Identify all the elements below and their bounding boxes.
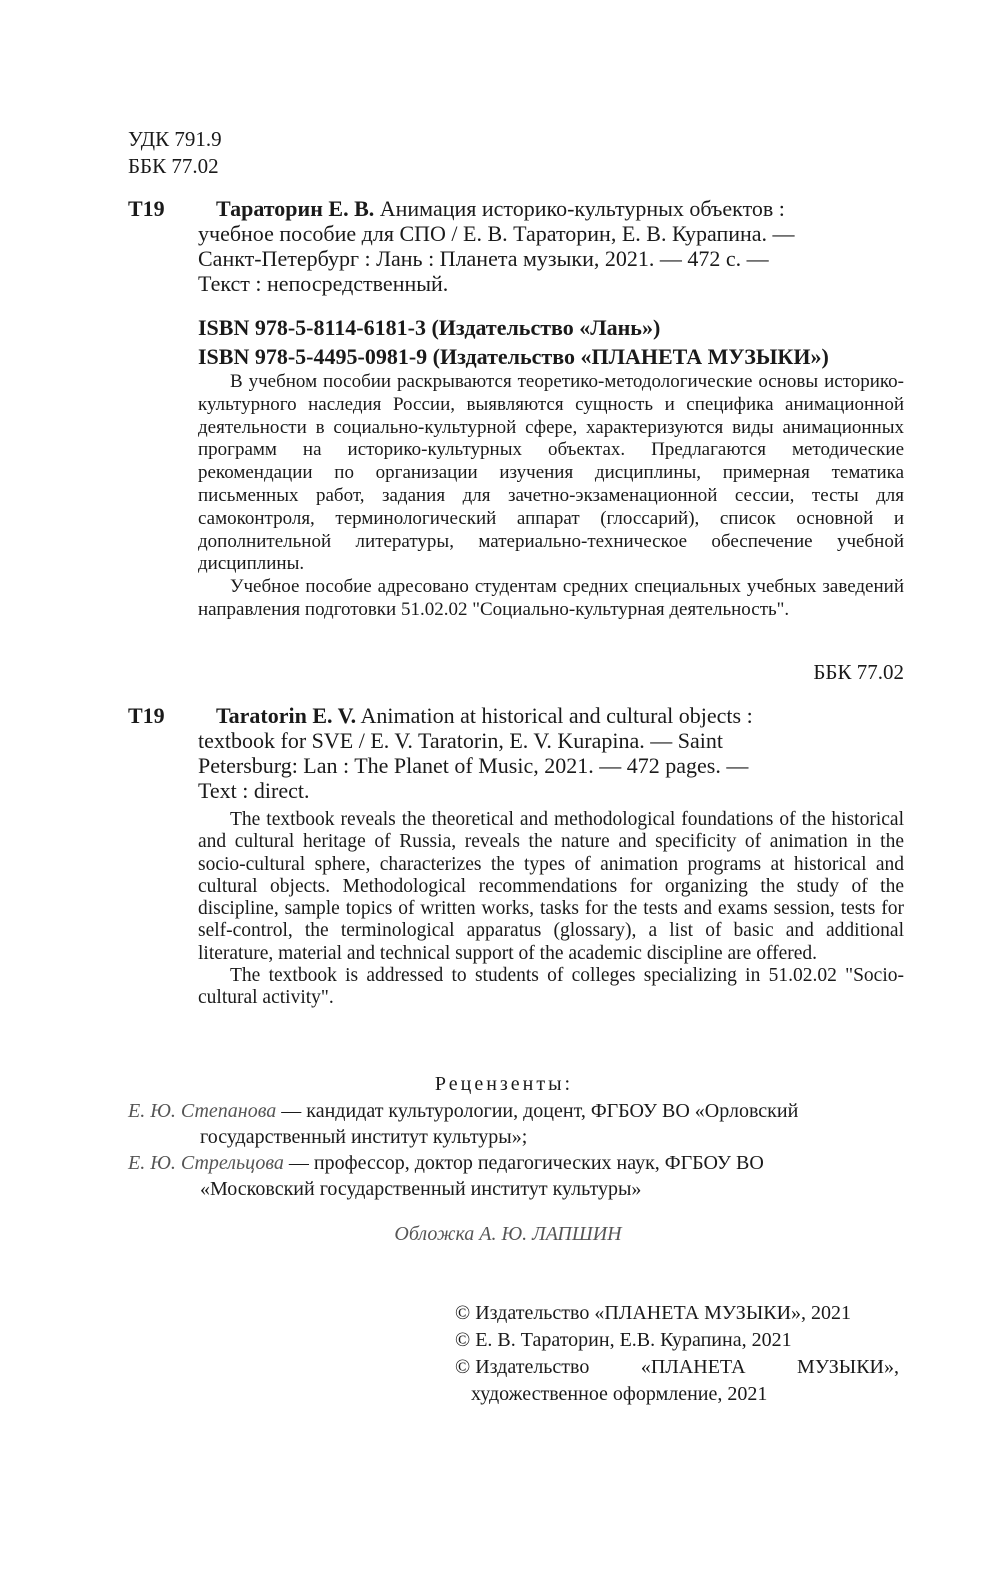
reviewer-name: Е. Ю. Стрельцова: [128, 1152, 284, 1174]
udk-code: УДК 791.9: [128, 127, 222, 151]
en-entry-line-3: Petersburg: Lan : The Planet of Music, 2021. — 472 pages. —: [198, 753, 749, 778]
bbk-code-right: ББК 77.02: [813, 660, 904, 684]
copyright-line-3-part-b: «ПЛАНЕТА: [640, 1356, 746, 1378]
bbk-code: ББК 77.02: [128, 154, 219, 178]
ru-entry-body: [198, 196, 904, 296]
reviewer-credentials-cont: государственный институт культуры»;: [200, 1126, 528, 1148]
en-entry-line-2: textbook for SVE / E. V. Taratorin, E. V. Kurapina. — Saint: [198, 728, 723, 753]
ru-bibliographic-entry: [128, 196, 904, 296]
en-entry-line-4: Text : direct.: [198, 778, 310, 803]
ru-abstract-paragraph-2: Учебное пособие адресовано студентам средних специальных учебных заведений направления подготовки 51.02.02 "Социально-культурная деятельность".: [198, 576, 904, 620]
copyright-line-2: © Е. В. Тараторин, Е.В. Курапина, 2021: [455, 1329, 792, 1351]
en-author-sign: T19: [128, 703, 165, 728]
reviewer-credentials: — профессор, доктор педагогических наук, ФГБОУ ВО: [283, 1152, 764, 1174]
reviewer-name: Е. Ю. Степанова: [128, 1100, 277, 1122]
reviewer-credentials: — кандидат культурологии, доцент, ФГБОУ ВО «Орловский: [276, 1100, 799, 1122]
ru-entry-line-1: [198, 196, 904, 221]
ru-entry-line-2: учебное пособие для СПО / Е. В. Тараторин, Е. В. Курапина. —: [198, 221, 795, 246]
reviewers-list: [128, 1098, 904, 1202]
copyright-line-3: [455, 1354, 899, 1381]
copyright-line-4: художественное оформление, 2021: [471, 1383, 768, 1405]
en-abstract: [198, 809, 904, 1010]
ru-abstract: [198, 371, 904, 622]
reviewers-heading: Рецензенты:: [434, 1073, 574, 1095]
ru-author-name: Тараторин Е. В.: [216, 196, 375, 221]
en-abstract-paragraph-2: The textbook is addressed to students of colleges specializing in 51.02.02 "Socio-cultural activity".: [198, 965, 904, 1009]
copyright-block: [455, 1300, 899, 1408]
ru-entry-line-4: Текст : непосредственный.: [198, 271, 449, 296]
copyright-line-3-part-c: МУЗЫКИ»,: [797, 1356, 899, 1378]
reviewer-credentials-cont: «Московский государственный институт культуры»: [200, 1178, 642, 1200]
ru-title: Анимация историко-культурных объектов :: [374, 196, 785, 221]
en-author-name: Taratorin E. V.: [216, 703, 357, 728]
reviewer-item: [128, 1150, 904, 1202]
copyright-line-1: © Издательство «ПЛАНЕТА МУЗЫКИ», 2021: [455, 1302, 852, 1324]
en-title: Animation at historical and cultural objects :: [356, 703, 753, 728]
isbn-block: [198, 313, 908, 371]
classification-codes: [128, 126, 222, 180]
en-bibliographic-entry: [128, 703, 904, 803]
en-entry-line-1: [198, 703, 904, 728]
isbn-planeta: ISBN 978-5-4495-0981-9 (Издательство «ПЛАНЕТА МУЗЫКИ»): [198, 344, 829, 369]
en-entry-body: [198, 703, 904, 803]
ru-abstract-paragraph-1: В учебном пособии раскрываются теоретико-методологические основы историко-культурного наследия России, выявляются сущность и специфика анимационной деятельности в социально-культурной сфере, характеризуются виды анимационных программ на историко-культурных объектах. Предлагаются методические рекомендации по организации изучения дисциплины, примерная тематика письменных работ, задания для зачетно-экзаменационной сессии, тесты для самоконтроля, терминологический аппарат (глоссарий), список основной и дополнительной литературы, материально-техническое обеспечение учебной дисциплины.: [198, 371, 904, 575]
copyright-line-3-part-a: © Издательство: [455, 1356, 590, 1378]
isbn-lan: ISBN 978-5-8114-6181-3 (Издательство «Лань»): [198, 315, 661, 340]
reviewer-item: [128, 1098, 904, 1150]
ru-entry-line-3: Санкт-Петербург : Лань : Планета музыки, 2021. — 472 с. —: [198, 246, 769, 271]
cover-credit: Обложка А. Ю. ЛАПШИН: [394, 1223, 622, 1245]
en-abstract-paragraph-1: The textbook reveals the theoretical and methodological foundations of the historical and cultural heritage of Russia, reveals the nature and specificity of animation in the socio-cultural sphere, characterizes the types of animation programs at historical and cultural objects. Methodological recommendations for organizing the study of the discipline, sample topics of written works, tasks for the tests and exams session, tests for self-control, the terminological apparatus (glossary), a list of basic and additional literature, material and technical support of the academic discipline are offered.: [198, 809, 904, 964]
ru-author-sign: Т19: [128, 196, 165, 221]
